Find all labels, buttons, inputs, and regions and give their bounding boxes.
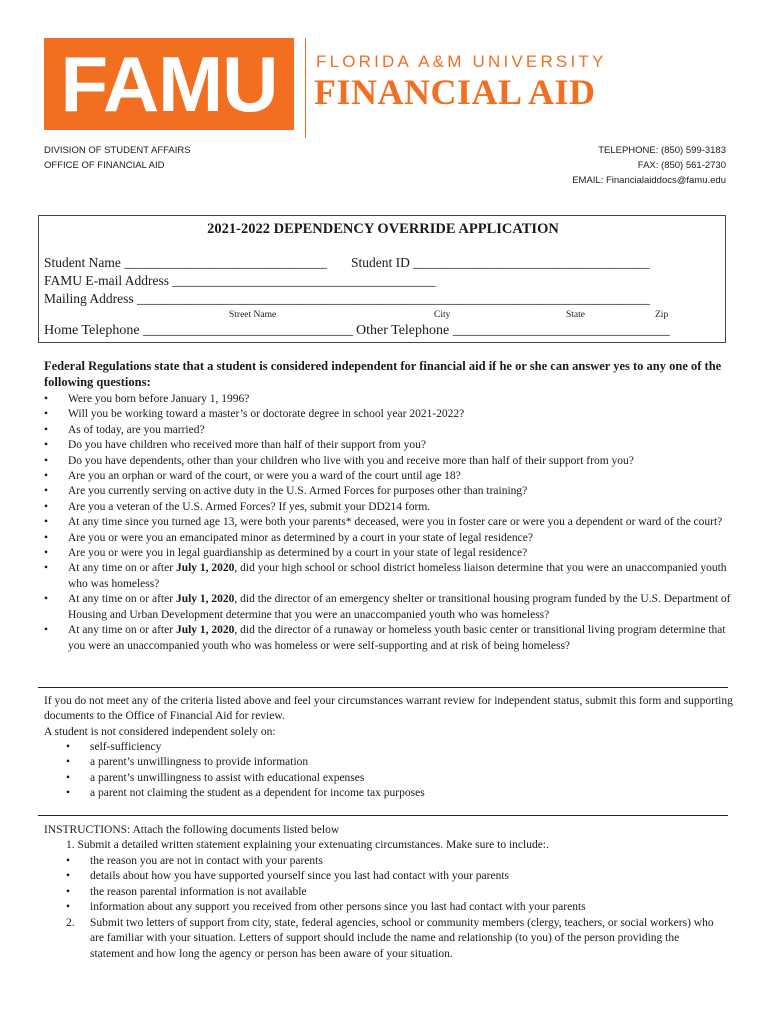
list-item: • Were you born before January 1, 1996? bbox=[44, 393, 250, 405]
list-item: • a parent’s unwillingness to assist with educational expenses bbox=[66, 771, 365, 784]
city-label: City bbox=[434, 310, 451, 320]
list-item: • the reason you are not in contact with your parents bbox=[66, 855, 323, 867]
statement-requirements-list bbox=[66, 854, 726, 916]
email-field[interactable]: FAMU E-mail Address _______________________________________ bbox=[44, 273, 436, 288]
list-item: • Will you be working toward a master’s or doctorate degree in school year 2021-2022? bbox=[44, 408, 465, 421]
list-item: • information about any support you received from other persons since you last had contact with your parents bbox=[66, 901, 586, 914]
contact-info bbox=[572, 143, 726, 188]
not-independent-reasons-list bbox=[66, 740, 726, 802]
list-item: • Are you an orphan or ward of the court, or were you a ward of the court until age 18? bbox=[44, 470, 461, 483]
section-divider bbox=[38, 687, 728, 688]
state-label: State bbox=[566, 310, 585, 320]
list-item: • Are you a veteran of the U.S. Armed Forces? If yes, submit your DD214 form. bbox=[44, 500, 431, 513]
list-item: • Do you have dependents, other than your children who live with you and receive more than half of their support from you? bbox=[44, 454, 634, 467]
list-item: • a parent’s unwillingness to provide information bbox=[66, 756, 309, 769]
list-item: • Are you currently serving on active duty in the U.S. Armed Forces for purposes other than training? bbox=[44, 485, 528, 498]
form-title: 2021-2022 DEPENDENCY OVERRIDE APPLICATION bbox=[207, 221, 559, 237]
mailing-address-field[interactable]: Mailing Address ____________________________________________________________________________ bbox=[44, 291, 650, 306]
instructions-heading: INSTRUCTIONS: Attach the following documents listed below bbox=[44, 824, 340, 836]
division-line: DIVISION OF STUDENT AFFAIRS bbox=[44, 145, 191, 156]
list-item: • Are you or were you in legal guardianship as determined by a court in your state of legal residence? bbox=[44, 547, 528, 560]
federal-regulations-intro: Federal Regulations state that a student is considered independent for financial aid if he or she can answer yes to any one of the following questions: bbox=[44, 359, 722, 389]
instructions-step-2-list bbox=[66, 916, 726, 962]
email-line: EMAIL: Financialaiddocs@famu.edu bbox=[572, 175, 726, 186]
header-divider bbox=[305, 38, 306, 138]
list-item: • a parent not claiming the student as a dependent for income tax purposes bbox=[66, 787, 425, 800]
section-divider bbox=[38, 815, 728, 816]
list-item: • At any time on or after July 1, 2020, did the director of an emergency shelter or transitional housing program funded by the U.S. Department of Housing and Urban Development determine that you were an unaccompanied youth who was homeless? bbox=[44, 593, 731, 621]
list-item: • At any time since you turned age 13, were both your parents* deceased, were you in foster care or were you a dependent or ward of the court? bbox=[44, 516, 723, 529]
instructions-step-1: 1. Submit a detailed written statement explaining your extenuating circumstances. Make sure to include:. bbox=[66, 839, 549, 851]
student-id-field[interactable]: Student ID ___________________________________ bbox=[351, 255, 650, 270]
instructions-step-2: 2. Submit two letters of support from city, state, federal agencies, school or community members (clergy, teachers, or social workers) who are familiar with your situation. Letters of support should include the name and relationship (to you) of the person providing the statement and how long the agency or person has been aware of your situation. bbox=[66, 917, 714, 960]
home-telephone-field[interactable]: Home Telephone ______________________________ bbox=[44, 323, 354, 338]
famu-logo bbox=[44, 38, 294, 130]
list-item: • At any time on or after July 1, 2020, did your high school or school district homeless liaison determine that you were an unaccompanied youth who was homeless? bbox=[44, 562, 727, 590]
list-item: • details about how you have supported yourself since you last had contact with your parents bbox=[66, 870, 510, 883]
logo-text: FAMU bbox=[60, 40, 278, 128]
independence-questions-list bbox=[44, 392, 734, 654]
not-considered-line: A student is not considered independent solely on: bbox=[44, 726, 276, 738]
review-paragraph: If you do not meet any of the criteria listed above and feel your circumstances warrant review for independent status, submit this form and supporting documents to the Office of Financial Aid for review. bbox=[44, 695, 733, 723]
office-info bbox=[44, 143, 191, 173]
zip-label: Zip bbox=[655, 310, 669, 320]
department-name: FINANCIAL AID bbox=[314, 72, 596, 112]
university-name: FLORIDA A&M UNIVERSITY bbox=[316, 52, 607, 71]
list-item: • At any time on or after July 1, 2020, did the director of a runaway or homeless youth basic center or transitional living program determine that you were an unaccompanied youth who was homeless or were self-supporting and at risk of being homeless? bbox=[44, 624, 726, 652]
list-item: • the reason parental information is not available bbox=[66, 885, 307, 898]
list-item: • Are you or were you an emancipated minor as determined by a court in your state of legal residence? bbox=[44, 531, 533, 544]
street-name-label: Street Name bbox=[229, 310, 277, 320]
list-item: • self-sufficiency bbox=[66, 741, 162, 753]
fax-line: FAX: (850) 561-2730 bbox=[637, 160, 726, 171]
list-item: • Do you have children who received more than half of their support from you? bbox=[44, 439, 426, 452]
student-name-field[interactable]: Student Name ______________________________ bbox=[44, 255, 327, 270]
office-line: OFFICE OF FINANCIAL AID bbox=[44, 160, 165, 171]
telephone-line: TELEPHONE: (850) 599-3183 bbox=[598, 145, 726, 156]
other-telephone-field[interactable]: Other Telephone _______________________________ bbox=[356, 323, 670, 338]
application-form-box bbox=[38, 215, 726, 343]
list-item: • As of today, are you married? bbox=[44, 423, 205, 436]
